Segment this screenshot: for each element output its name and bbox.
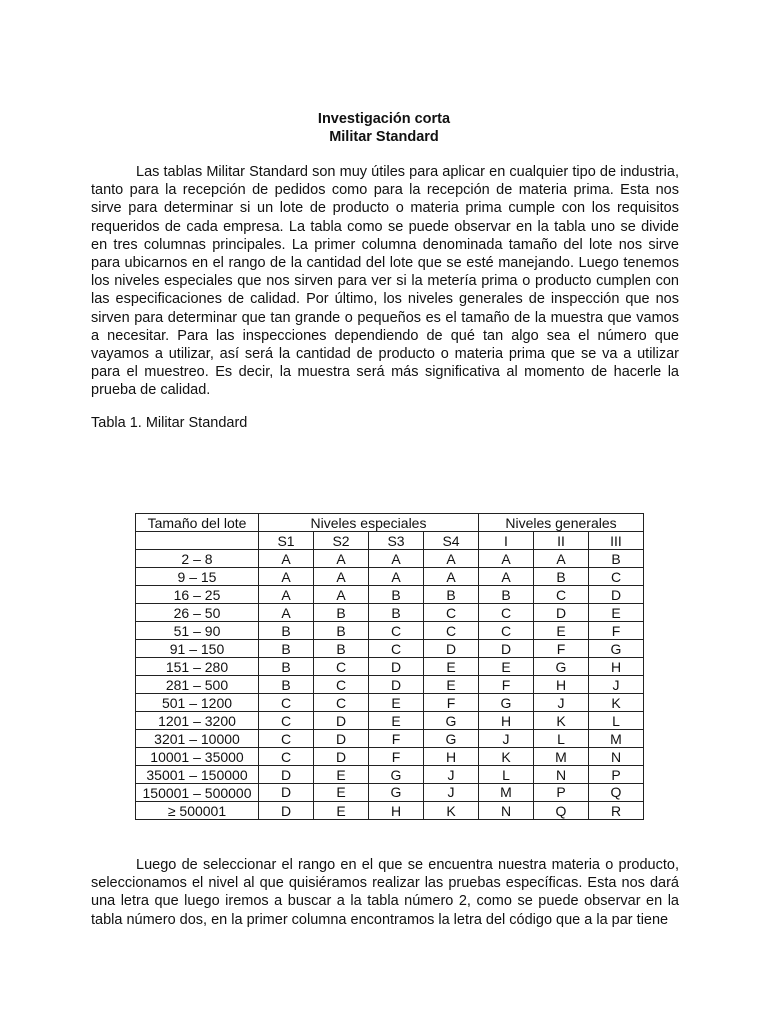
- lot-size-cell: 501 – 1200: [136, 694, 259, 712]
- code-letter-cell: C: [314, 676, 369, 694]
- code-letter-cell: B: [259, 622, 314, 640]
- code-letter-cell: A: [314, 586, 369, 604]
- code-letter-cell: A: [259, 586, 314, 604]
- code-letter-cell: E: [314, 766, 369, 784]
- table-row: [136, 784, 644, 802]
- code-letter-cell: D: [314, 712, 369, 730]
- table-row: [136, 676, 644, 694]
- table-row: [136, 766, 644, 784]
- lot-size-cell: 281 – 500: [136, 676, 259, 694]
- code-letter-cell: N: [479, 802, 534, 820]
- code-letter-cell: D: [259, 766, 314, 784]
- table-row: [136, 622, 644, 640]
- code-letter-cell: F: [424, 694, 479, 712]
- code-letter-cell: E: [314, 802, 369, 820]
- code-letter-cell: C: [534, 586, 589, 604]
- code-letter-cell: C: [259, 730, 314, 748]
- code-letter-cell: C: [424, 604, 479, 622]
- lot-size-cell: 150001 – 500000: [136, 784, 259, 802]
- table-row: [136, 586, 644, 604]
- code-letter-cell: J: [589, 676, 644, 694]
- code-letter-cell: E: [479, 658, 534, 676]
- code-letter-cell: A: [259, 550, 314, 568]
- code-letter-cell: M: [589, 730, 644, 748]
- subheader-ii: II: [534, 532, 589, 550]
- lot-size-cell: 3201 – 10000: [136, 730, 259, 748]
- code-letter-cell: H: [369, 802, 424, 820]
- closing-paragraph: Luego de seleccionar el rango en el que se encuentra nuestra materia o producto, seleccionamos el nivel al que quisiéramos realizar las pruebas específicas. Esta nos dará una letra que luego iremos a buscar a la tabla número 2, como se puede observar en la tabla número dos, en la primer columna encontramos la letra del código que a la par tiene: [91, 857, 679, 928]
- code-letter-cell: A: [424, 568, 479, 586]
- code-letter-cell: C: [314, 694, 369, 712]
- lot-size-cell: ≥ 500001: [136, 802, 259, 820]
- lot-size-cell: 35001 – 150000: [136, 766, 259, 784]
- subheader-s2: S2: [314, 532, 369, 550]
- code-letter-cell: C: [479, 604, 534, 622]
- code-letter-cell: A: [369, 550, 424, 568]
- code-letter-cell: H: [479, 712, 534, 730]
- code-letter-cell: F: [534, 640, 589, 658]
- code-letter-cell: H: [424, 748, 479, 766]
- table-row: [136, 640, 644, 658]
- code-letter-cell: N: [589, 748, 644, 766]
- code-letter-cell: C: [589, 568, 644, 586]
- code-letter-cell: C: [259, 694, 314, 712]
- table-row: [136, 550, 644, 568]
- table-header-row: [136, 514, 644, 532]
- code-letter-cell: L: [589, 712, 644, 730]
- code-letter-cell: J: [479, 730, 534, 748]
- code-letter-cell: G: [589, 640, 644, 658]
- code-letter-cell: E: [369, 694, 424, 712]
- code-letter-cell: Q: [589, 784, 644, 802]
- code-letter-cell: B: [259, 640, 314, 658]
- code-letter-cell: K: [424, 802, 479, 820]
- code-letter-cell: E: [369, 712, 424, 730]
- code-letter-cell: E: [424, 658, 479, 676]
- table-row: [136, 712, 644, 730]
- code-letter-cell: B: [314, 622, 369, 640]
- code-letter-cell: C: [259, 712, 314, 730]
- code-letter-cell: C: [369, 622, 424, 640]
- code-letter-cell: A: [369, 568, 424, 586]
- code-letter-cell: C: [259, 748, 314, 766]
- code-letter-cell: D: [369, 676, 424, 694]
- code-letter-cell: M: [534, 748, 589, 766]
- table-row: [136, 730, 644, 748]
- code-letter-cell: B: [314, 604, 369, 622]
- lot-size-cell: 16 – 25: [136, 586, 259, 604]
- header-general-levels: Niveles generales: [479, 514, 644, 532]
- code-letter-cell: G: [369, 766, 424, 784]
- table-row: [136, 694, 644, 712]
- code-letter-cell: G: [534, 658, 589, 676]
- code-letter-cell: C: [479, 622, 534, 640]
- table-row: [136, 748, 644, 766]
- intro-paragraph: Las tablas Militar Standard son muy útiles para aplicar en cualquier tipo de industria, tanto para la recepción de pedidos como para la recepción de materia prima. Esta nos sirve para determinar si un lote de producto o materia prima cumple con los requisitos requeridos de cada empresa. La tabla como se puede observar en la tabla uno se divide en tres columnas principales. La primer columna denominada tamaño del lote nos sirve para ubicarnos en el rango de la cantidad del lote que se esté manejando. Luego tenemos los niveles especiales que nos sirven para ver si la metería prima o producto cumplen con las especificaciones de calidad. Por último, los niveles generales de inspección que nos sirven para determinar que tan grande o pequeños es el tamaño de la muestra que vamos a necesitar. Para las inspecciones dependiendo de qué tan algo sea el número que vayamos a utilizar, así será la cantidad de producto o materia prima que se va a utilizar para el muestreo. Es decir, la muestra será más significativa al momento de hacerle la prueba de calidad.: [91, 164, 679, 399]
- code-letter-cell: D: [589, 586, 644, 604]
- header-lot-size: Tamaño del lote: [136, 514, 259, 532]
- code-letter-cell: D: [369, 658, 424, 676]
- code-letter-cell: A: [314, 568, 369, 586]
- code-letter-cell: A: [314, 550, 369, 568]
- lot-size-cell: 91 – 150: [136, 640, 259, 658]
- code-letter-cell: D: [314, 730, 369, 748]
- code-letter-cell: L: [534, 730, 589, 748]
- code-letter-cell: E: [534, 622, 589, 640]
- code-letter-cell: J: [424, 784, 479, 802]
- subheader-s3: S3: [369, 532, 424, 550]
- table-row: [136, 568, 644, 586]
- code-letter-cell: A: [534, 550, 589, 568]
- code-letter-cell: K: [479, 748, 534, 766]
- code-letter-cell: A: [479, 550, 534, 568]
- code-letter-cell: F: [479, 676, 534, 694]
- code-letter-cell: B: [259, 658, 314, 676]
- code-letter-cell: C: [424, 622, 479, 640]
- code-letter-cell: N: [534, 766, 589, 784]
- code-letter-cell: M: [479, 784, 534, 802]
- code-letter-cell: G: [424, 712, 479, 730]
- code-letter-cell: F: [369, 730, 424, 748]
- code-letter-cell: D: [479, 640, 534, 658]
- code-letter-cell: A: [259, 568, 314, 586]
- code-letter-cell: A: [479, 568, 534, 586]
- code-letter-cell: E: [424, 676, 479, 694]
- code-letter-cell: B: [424, 586, 479, 604]
- code-letter-cell: G: [369, 784, 424, 802]
- code-letter-cell: D: [534, 604, 589, 622]
- code-letter-cell: C: [314, 658, 369, 676]
- code-letter-cell: B: [259, 676, 314, 694]
- code-letter-cell: E: [314, 784, 369, 802]
- code-letter-cell: B: [479, 586, 534, 604]
- code-letter-cell: E: [589, 604, 644, 622]
- code-letter-cell: A: [259, 604, 314, 622]
- subheader-s1: S1: [259, 532, 314, 550]
- lot-size-cell: 151 – 280: [136, 658, 259, 676]
- document-subtitle: Militar Standard: [329, 129, 439, 145]
- code-letter-cell: D: [424, 640, 479, 658]
- table-row: [136, 604, 644, 622]
- subheader-s4: S4: [424, 532, 479, 550]
- table-row: [136, 658, 644, 676]
- code-letter-cell: D: [314, 748, 369, 766]
- lot-size-cell: 10001 – 35000: [136, 748, 259, 766]
- subheader-empty-cell: [136, 532, 259, 550]
- code-letter-cell: L: [479, 766, 534, 784]
- code-letter-cell: A: [424, 550, 479, 568]
- code-letter-cell: B: [314, 640, 369, 658]
- code-letter-cell: J: [534, 694, 589, 712]
- code-letter-cell: B: [534, 568, 589, 586]
- lot-size-cell: 51 – 90: [136, 622, 259, 640]
- code-letter-cell: J: [424, 766, 479, 784]
- lot-size-cell: 26 – 50: [136, 604, 259, 622]
- subheader-i: I: [479, 532, 534, 550]
- code-letter-cell: C: [369, 640, 424, 658]
- code-letter-cell: D: [259, 784, 314, 802]
- code-letter-cell: H: [534, 676, 589, 694]
- code-letter-cell: P: [589, 766, 644, 784]
- header-special-levels: Niveles especiales: [259, 514, 479, 532]
- code-letter-cell: F: [589, 622, 644, 640]
- table-subheader-row: [136, 532, 644, 550]
- lot-size-cell: 1201 – 3200: [136, 712, 259, 730]
- subheader-iii: III: [589, 532, 644, 550]
- table-row: [136, 802, 644, 820]
- code-letter-cell: D: [259, 802, 314, 820]
- lot-size-cell: 9 – 15: [136, 568, 259, 586]
- code-letter-cell: K: [589, 694, 644, 712]
- code-letter-cell: G: [479, 694, 534, 712]
- table-caption: Tabla 1. Militar Standard: [91, 415, 248, 431]
- code-letter-cell: Q: [534, 802, 589, 820]
- code-letter-cell: B: [369, 604, 424, 622]
- lot-size-cell: 2 – 8: [136, 550, 259, 568]
- code-letter-cell: K: [534, 712, 589, 730]
- document-title: Investigación corta: [317, 111, 451, 127]
- code-letter-cell: H: [589, 658, 644, 676]
- code-letter-cell: B: [589, 550, 644, 568]
- code-letter-cell: B: [369, 586, 424, 604]
- code-letter-cell: G: [424, 730, 479, 748]
- code-letter-cell: P: [534, 784, 589, 802]
- code-letter-cell: F: [369, 748, 424, 766]
- code-letter-cell: R: [589, 802, 644, 820]
- militar-standard-table: [135, 513, 644, 820]
